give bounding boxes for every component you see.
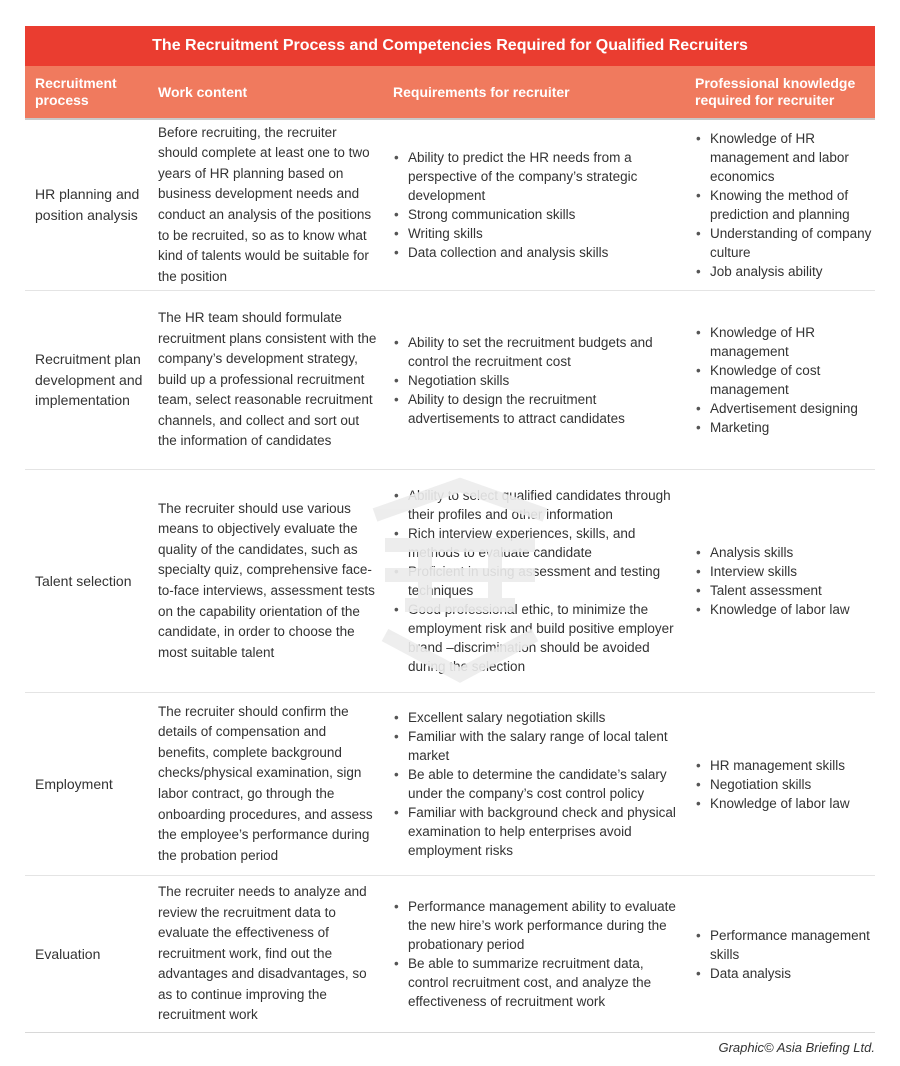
recruitment-table xyxy=(25,26,875,1033)
knowledge-item: • Knowledge of labor law xyxy=(695,600,850,619)
requirements-cell xyxy=(393,120,683,290)
requirement-item: • Ability to predict the HR needs from a perspective of the company’s strategic development xyxy=(393,148,683,205)
knowledge-item: • Understanding of company culture xyxy=(695,224,873,262)
knowledge-cell xyxy=(695,470,873,692)
table-header xyxy=(25,66,875,118)
requirements-cell xyxy=(393,470,683,692)
work-content-cell: The HR team should formulate recruitment plans consistent with the company’s development strategy, build up a professional recruitment team, select reasonable recruitment channels, and collect and sort out the information of candidates xyxy=(158,309,377,449)
requirement-item: • Proficient in using assessment and testing techniques xyxy=(393,562,683,600)
requirement-item: • Familiar with background check and physical examination to help enterprises avoid employment risks xyxy=(393,803,683,860)
knowledge-item: • Job analysis ability xyxy=(695,262,873,281)
requirement-item: • Performance management ability to evaluate the new hire’s work performance during the probationary period xyxy=(393,897,683,954)
header-requirements: Requirements for recruiter xyxy=(393,83,570,100)
knowledge-item: • Talent assessment xyxy=(695,581,850,600)
knowledge-item: • Performance management skills xyxy=(695,926,873,964)
requirement-item: • Strong communication skills xyxy=(393,205,683,224)
table-row xyxy=(25,692,875,875)
requirement-item: • Writing skills xyxy=(393,224,683,243)
knowledge-item: • Knowledge of HR management xyxy=(695,323,873,361)
knowledge-item: • Interview skills xyxy=(695,562,850,581)
work-content-cell: The recruiter needs to analyze and review the recruitment data to evaluate the effectiveness of recruitment work, find out the advantages and disadvantages, so as to continue improving the recruitment work xyxy=(158,883,367,1023)
knowledge-item: • Knowing the method of prediction and planning xyxy=(695,186,873,224)
knowledge-item: • Data analysis xyxy=(695,964,873,983)
knowledge-item: • Advertisement designing xyxy=(695,399,873,418)
requirements-cell xyxy=(393,693,683,875)
knowledge-cell xyxy=(695,876,873,1032)
requirement-item: • Ability to set the recruitment budgets and control the recruitment cost xyxy=(393,333,683,371)
table-row xyxy=(25,469,875,692)
table-row xyxy=(25,118,875,290)
work-content-cell: The recruiter should use various means to objectively evaluate the quality of the candidates, such as specialty quiz, comprehensive face-to-face interviews, assessment tests on the capability orientation of the candidate, in order to choose the most suitable talent xyxy=(158,500,375,660)
knowledge-item: • Knowledge of labor law xyxy=(695,794,850,813)
requirement-item: • Be able to determine the candidate’s salary under the company’s cost control policy xyxy=(393,765,683,803)
knowledge-cell xyxy=(695,120,873,290)
requirement-item: • Excellent salary negotiation skills xyxy=(393,708,683,727)
work-content-cell: The recruiter should confirm the details of compensation and benefits, complete background checks/physical examination, sign labor contract, go through the onboarding procedures, and assess the employee’s performance during the probation period xyxy=(158,703,373,863)
requirement-item: • Ability to design the recruitment advertisements to attract candidates xyxy=(393,390,683,428)
knowledge-cell xyxy=(695,291,873,469)
process-cell: Talent selection xyxy=(35,572,132,589)
requirements-cell xyxy=(393,876,683,1032)
header-work-content: Work content xyxy=(158,83,248,100)
table-row xyxy=(25,290,875,469)
graphic-credit: Graphic© Asia Briefing Ltd. xyxy=(718,1040,875,1055)
process-cell: HR planning and position analysis xyxy=(35,186,140,223)
knowledge-item: • HR management skills xyxy=(695,756,850,775)
requirement-item: • Be able to summarize recruitment data, control recruitment cost, and analyze the effectiveness of recruitment work xyxy=(393,954,683,1011)
process-cell: Evaluation xyxy=(35,945,101,962)
process-cell: Employment xyxy=(35,775,113,792)
knowledge-item: • Marketing xyxy=(695,418,873,437)
requirement-item: • Data collection and analysis skills xyxy=(393,243,683,262)
header-recruitment-process: Recruitment process xyxy=(35,75,117,108)
table-title: The Recruitment Process and Competencies Required for Qualified Recruiters xyxy=(25,26,875,66)
requirement-item: • Good professional ethic, to minimize the employment risk and build positive employer brand –discrimination should be avoided during the selection xyxy=(393,600,683,676)
knowledge-item: • Knowledge of cost management xyxy=(695,361,873,399)
requirement-item: • Negotiation skills xyxy=(393,371,683,390)
header-professional-knowledge: Professional knowledge required for recruiter xyxy=(695,75,856,108)
knowledge-item: • Knowledge of HR management and labor economics xyxy=(695,129,873,186)
knowledge-item: • Negotiation skills xyxy=(695,775,850,794)
knowledge-cell xyxy=(695,693,873,875)
table-row xyxy=(25,875,875,1033)
requirements-cell xyxy=(393,291,683,469)
requirement-item: • Ability to select qualified candidates through their profiles and other information xyxy=(393,486,683,524)
process-cell: Recruitment plan development and implementation xyxy=(35,351,143,409)
work-content-cell: Before recruiting, the recruiter should complete at least one to two years of HR planning based on business development needs and conduct an analysis of the positions to be recruited, so as to know what kind of talents would be suitable for the position xyxy=(158,124,372,284)
knowledge-item: • Analysis skills xyxy=(695,543,850,562)
requirement-item: • Familiar with the salary range of local talent market xyxy=(393,727,683,765)
requirement-item: • Rich interview experiences, skills, and methods to evaluate candidate xyxy=(393,524,683,562)
